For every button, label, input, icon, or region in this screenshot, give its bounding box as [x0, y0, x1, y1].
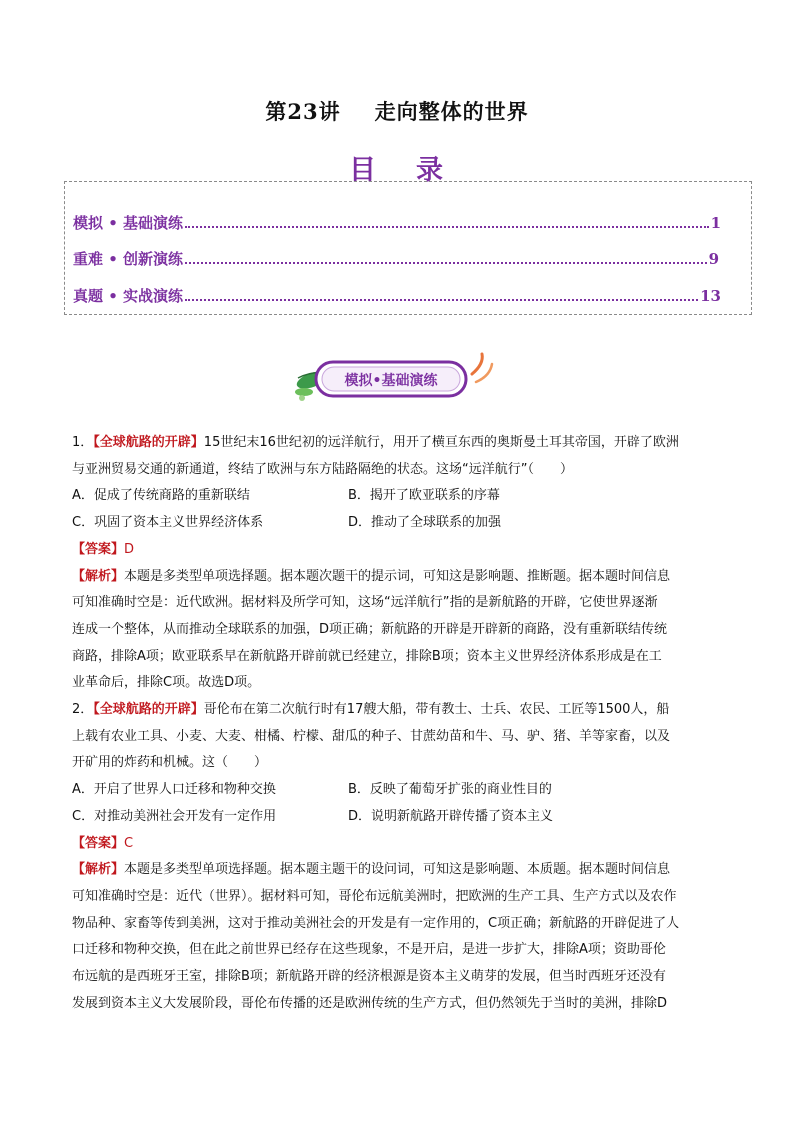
page-title [0, 96, 794, 126]
toc-entry-label: 模拟 • 基础演练 [73, 214, 184, 232]
toc-leader-dots [185, 226, 709, 228]
analysis-line: 发展到资本主义大发展阶段，哥伦布传播的还是欧洲传统的生产方式，但仍然领先于当时的美洲，排除D [72, 995, 668, 1011]
answer-value: D [124, 541, 135, 557]
toc-leader-dots [185, 262, 707, 264]
question-stem [72, 430, 724, 457]
option-c[interactable]: C．巩固了资本主义世界经济体系 [72, 515, 264, 531]
section-banner [294, 352, 494, 404]
toc-entry-advanced[interactable] [73, 248, 719, 269]
option-b[interactable]: B．反映了葡萄牙扩张的商业性目的 [348, 782, 552, 798]
analysis-line: 物品种、家畜等传到美洲，这对于推动美洲社会的开发是有一定作用的，C项正确；新航路的开辟促进了人 [72, 915, 680, 931]
option-a[interactable]: A．促成了传统商路的重新联结 [72, 488, 250, 504]
option-row [72, 510, 724, 537]
answer-line [72, 537, 724, 564]
toc-heading-char-2: 录 [416, 155, 445, 186]
table-of-contents [64, 181, 752, 315]
option-row [72, 777, 724, 804]
stem-line: 开矿用的炸药和机械。这（ ） [72, 755, 268, 771]
analysis-line: 可知准确时空是：近代欧洲。据材料及所学可知，这场“远洋航行”指的是新航路的开辟，它使世界逐渐 [72, 595, 658, 611]
option-row [72, 804, 724, 831]
toc-entry-page: 9 [708, 250, 719, 268]
option-row [72, 483, 724, 510]
option-d[interactable]: D．说明新航路开辟传播了资本主义 [348, 808, 554, 824]
answer-value: C [124, 835, 134, 851]
toc-heading-char-1: 目 [349, 155, 378, 186]
analysis-line: 布远航的是西班牙王室，排除B项；新航路开辟的经济根源是资本主义萌芽的发展，但当时西班牙还没有 [72, 969, 666, 985]
analysis-line: 业革命后，排除C项。故选D项。 [72, 675, 261, 691]
section-banner-label: 模拟•基础演练 [344, 373, 438, 389]
question-number: 1． [72, 435, 94, 450]
analysis-label: 【解析】 [72, 568, 125, 584]
stem-line: 上载有农业工具、小麦、大麦、柑橘、柠檬、甜瓜的种子、甘蔗幼苗和牛、马、驴、猪、羊等家畜，以及 [72, 728, 671, 744]
analysis-line: 连成一个整体，从而推动全球联系的加强，D项正确；新航路的开辟是开辟新的商路，没有重新联结传统 [72, 621, 668, 637]
answer-label: 【答案】 [72, 541, 125, 557]
stem-line: 15世纪末16世纪初的远洋航行，用开了横亘东西的奥斯曼土耳其帝国，开辟了欧洲 [203, 435, 679, 450]
analysis-line: 可知准确时空是：近代（世界）。据材料可知，哥伦布远航美洲时，把欧洲的生产工具、生产方式以及农作 [72, 888, 677, 904]
answer-label: 【答案】 [72, 835, 125, 851]
toc-entry-label: 真题 • 实战演练 [73, 287, 184, 305]
option-a[interactable]: A．开启了世界人口迁移和物种交换 [72, 782, 276, 798]
toc-entry-label: 重难 • 创新演练 [73, 250, 184, 268]
analysis-text: 本题是多类型单项选择题。据本题次题干的提示词，可知这是影响题、推断题。据本题时间信息 [124, 568, 671, 584]
analysis-line [72, 564, 724, 591]
toc-leader-dots [185, 299, 698, 301]
question-number: 2． [72, 702, 94, 718]
analysis-line [72, 857, 724, 884]
flourish-icon [472, 354, 492, 382]
answer-line [72, 831, 724, 858]
option-d[interactable]: D．推动了全球联系的加强 [348, 515, 502, 531]
toc-entry-page: 1 [710, 214, 721, 232]
stem-line: 哥伦布在第二次航行时有17艘大船，带有教士、士兵、农民、工匠等1500人，船 [203, 702, 670, 718]
toc-entry-page: 13 [700, 287, 721, 305]
question-tag: 【全球航路的开辟】 [93, 702, 204, 718]
option-b[interactable]: B．揭开了欧亚联系的序幕 [348, 488, 500, 504]
section-banner-graphic [294, 352, 494, 404]
lecture-topic: 走向整体的世界 [374, 99, 529, 124]
toc-entry-exam[interactable] [73, 285, 721, 306]
question-tag: 【全球航路的开辟】 [93, 435, 204, 450]
analysis-line: 商路，排除A项；欧亚联系早在新航路开辟前就已经建立，排除B项；资本主义世界经济体系形成是在工 [72, 648, 662, 664]
toc-entry-basic[interactable] [73, 212, 721, 233]
analysis-line: 口迁移和物种交换，但在此之前世界已经存在这些现象，不是开启，是进一步扩大，排除A项；资助哥伦 [72, 942, 666, 958]
analysis-text: 本题是多类型单项选择题。据本题主题干的设问词，可知这是影响题、本质题。据本题时间信息 [124, 862, 671, 878]
stem-line: 与亚洲贸易交通的新通道，终结了欧洲与东方陆路隔绝的状态。这场“远洋航行”（ ） [72, 461, 573, 477]
option-c[interactable]: C．对推动美洲社会开发有一定作用 [72, 808, 277, 824]
analysis-label: 【解析】 [72, 862, 125, 878]
question-content [72, 430, 724, 1017]
question-stem [72, 697, 724, 724]
lecture-number: 第23讲 [265, 99, 341, 124]
